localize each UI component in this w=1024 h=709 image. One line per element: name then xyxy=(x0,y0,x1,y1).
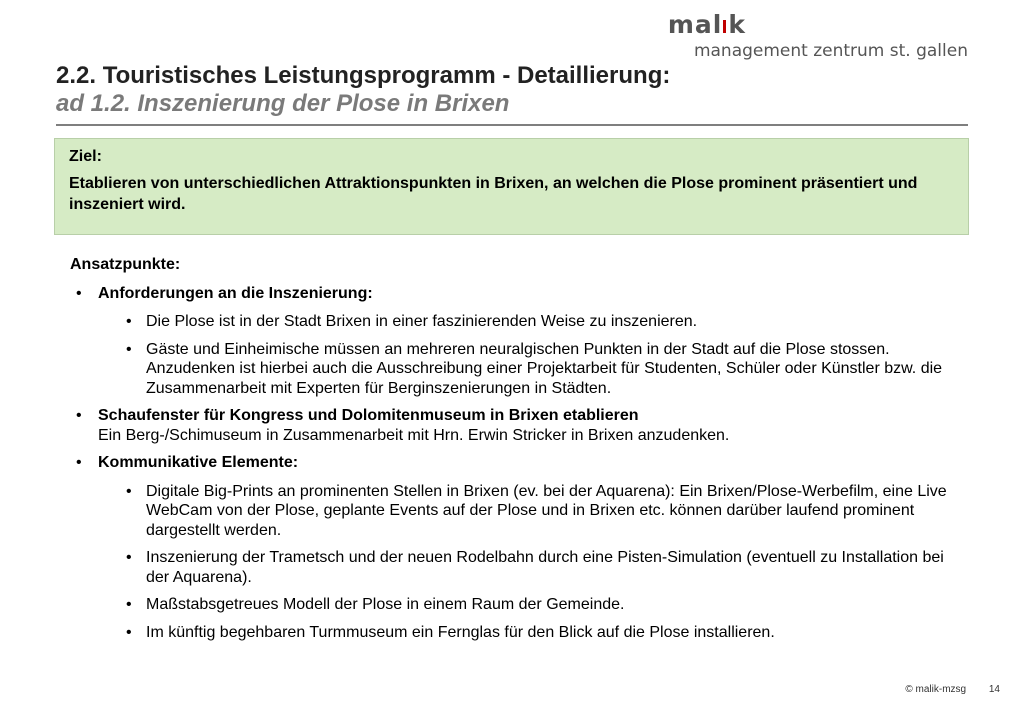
logo-subtitle: management zentrum st. gallen xyxy=(693,41,968,61)
list-item: • Im künftig begehbaren Turmmuseum ein Fernglas für den Blick auf die Plose installieren. xyxy=(98,623,950,643)
list-item: • Digitale Big-Prints an prominenten Stellen in Brixen (ev. bei der Aquarena): Ein Brixen/Plose-Werbefilm, eine Live WebCam von der Plose, geplante Events auf der Plose und in Brixen etc. können darüber laufend prominent dargestellt werden. xyxy=(98,482,950,541)
goal-label: Ziel: xyxy=(69,148,102,165)
logo-wordmark xyxy=(668,10,746,40)
malik-logo xyxy=(668,10,968,60)
bullet-title: Anforderungen an die Inszenierung: xyxy=(98,284,373,302)
title-sub: ad 1.2. Inszenierung der Plose in Brixen xyxy=(56,90,510,117)
list-item xyxy=(70,453,950,642)
list-item xyxy=(70,284,950,399)
list-item: • Inszenierung der Trametsch und der neuen Rodelbahn durch eine Pisten-Simulation (eventuell zu Installation bei der Aquarena). xyxy=(98,548,950,587)
sub-bullet-list xyxy=(98,312,950,398)
footer xyxy=(885,684,1000,695)
page-number: 14 xyxy=(988,684,1000,695)
sub-bullet-list xyxy=(98,482,950,643)
list-item: • Maßstabsgetreues Modell der Plose in einem Raum der Gemeinde. xyxy=(98,595,950,615)
slide-title xyxy=(56,62,968,118)
title-main: 2.2. Touristisches Leistungsprogramm - Detaillierung: xyxy=(56,62,671,89)
content-heading: Ansatzpunkte: xyxy=(70,256,181,273)
footer-copyright: © malik-mzsg xyxy=(905,684,967,695)
title-divider xyxy=(56,124,968,126)
list-item: • Die Plose ist in der Stadt Brixen in einer faszinierenden Weise zu inszenieren. xyxy=(98,312,950,332)
list-item xyxy=(70,406,950,445)
list-item: • Gäste und Einheimische müssen an mehreren neuralgischen Punkten in der Stadt auf die Plose stossen. Anzudenken ist hierbei auch die Ausschreibung einer Projektarbeit für Studenten, Schüler oder Künstler bzw. die Zusammenarbeit mit Experten für Berginszenierungen in Städten. xyxy=(98,340,950,399)
goal-box xyxy=(54,138,969,235)
bullet-title: • Schaufenster für Kongress und Dolomitenmuseum in Brixen etablieren xyxy=(98,407,639,424)
logo-brand-end: k xyxy=(728,10,746,39)
logo-brand: mal xyxy=(667,10,723,39)
content-body xyxy=(70,255,950,650)
logo-red-bar-icon xyxy=(723,20,726,33)
bullet-text: Ein Berg-/Schimuseum in Zusammenarbeit mit Hrn. Erwin Stricker in Brixen anzudenken. xyxy=(98,426,730,444)
bullet-title: Kommunikative Elemente: xyxy=(98,454,299,471)
bullet-list xyxy=(70,284,950,643)
goal-text: Etablieren von unterschiedlichen Attraktionspunkten in Brixen, an welchen die Plose prominent präsentiert und inszeniert wird. xyxy=(69,175,918,213)
